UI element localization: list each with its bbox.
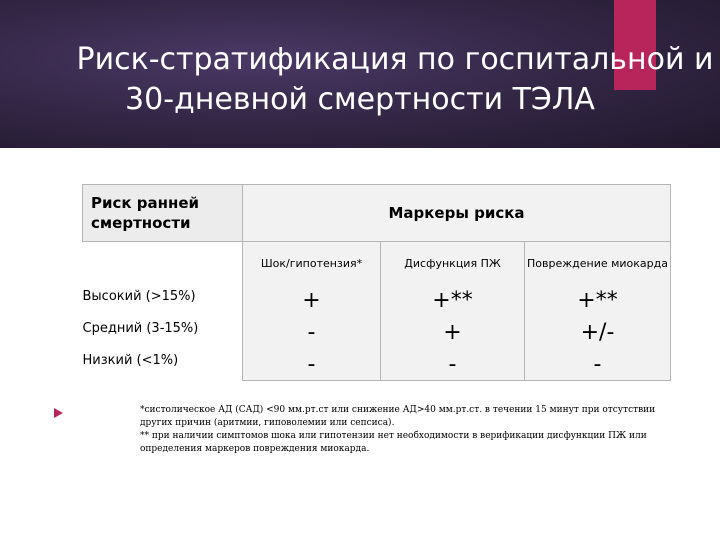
cell-intermediate-shock: - xyxy=(243,316,381,348)
title-line-2: 30-дневной смертности ТЭЛА xyxy=(125,82,595,117)
subheader-myocardial-injury: Повреждение миокарда xyxy=(525,242,671,285)
footnote-2: ** при наличии симптомов шока или гипотензии нет необходимости в верификации дисфункции ПЖ или определения маркеров повреждения миокарда. xyxy=(140,431,647,454)
cell-intermediate-rv: + xyxy=(381,316,525,348)
row-label-text: Высокий (>15%) xyxy=(82,288,196,304)
slide-title xyxy=(0,40,720,120)
table-row xyxy=(83,284,671,316)
header-risk-markers: Маркеры риска xyxy=(243,185,671,242)
cell-intermediate-myocardial: +/- xyxy=(525,316,671,348)
cell-low-rv: - xyxy=(381,348,525,381)
row-label-text: Низкий (<1%) xyxy=(82,352,179,368)
row-label-high xyxy=(83,284,243,316)
table-row xyxy=(83,316,671,348)
cell-low-shock: - xyxy=(243,348,381,381)
subheader-rv-dysfunction: Дисфункция ПЖ xyxy=(381,242,525,285)
risk-table xyxy=(82,184,671,381)
title-line-1: Риск-стратификация по госпитальной и xyxy=(76,42,714,77)
row-label-text: Средний (3-15%) xyxy=(82,320,199,336)
cell-high-myocardial: +** xyxy=(525,284,671,316)
table-header-row xyxy=(83,185,671,242)
row-label-intermediate xyxy=(83,316,243,348)
cell-high-rv: +** xyxy=(381,284,525,316)
cell-high-shock: + xyxy=(243,284,381,316)
cell-low-myocardial: - xyxy=(525,348,671,381)
footnotes xyxy=(140,404,680,456)
risk-table-container xyxy=(82,184,671,381)
right-arrow-icon xyxy=(54,408,63,418)
table-row xyxy=(83,348,671,381)
row-label-low xyxy=(83,348,243,381)
header-early-mortality-risk: Риск ранней смертности xyxy=(83,185,243,242)
subheader-shock: Шок/гипотензия* xyxy=(243,242,381,285)
empty-cell xyxy=(83,242,243,285)
footnote-1: *систолическое АД (САД) <90 мм.рт.ст или снижение АД>40 мм.рт.ст. в течении 15 минут при отсутствии других причин (аритмии, гиповолемии или сепсиса). xyxy=(140,405,656,428)
table-subheader-row xyxy=(83,242,671,285)
